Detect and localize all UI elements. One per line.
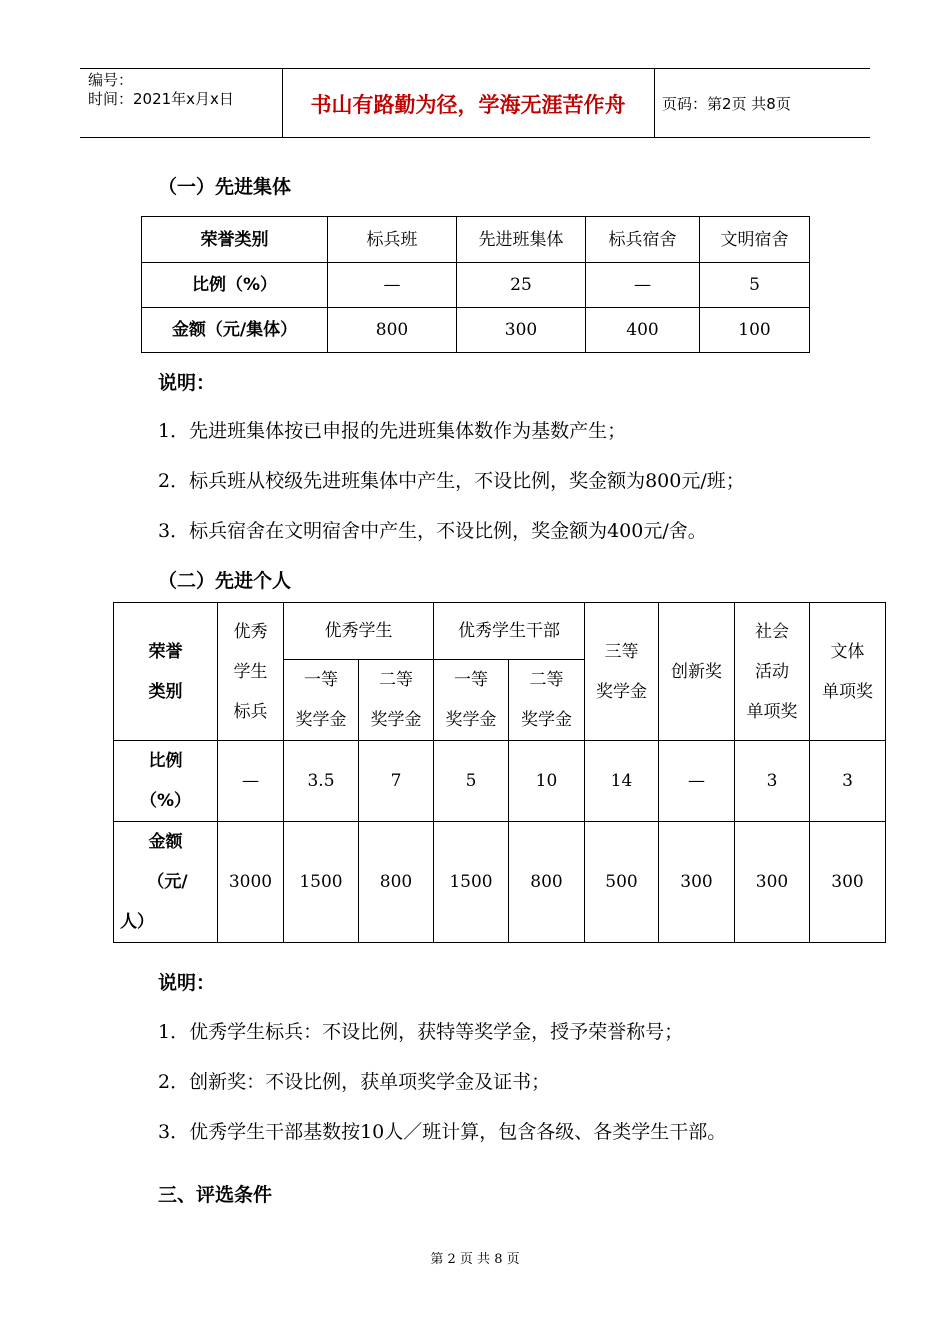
table-header-cell [735, 603, 810, 741]
table-header-group: 优秀学生干部 [434, 603, 585, 660]
notes-title: 说明： [158, 372, 216, 394]
label-line: 金额 [148, 832, 183, 852]
header-line: 三等 [604, 641, 639, 662]
header-line: 优秀 [233, 621, 268, 642]
table-cell: 7 [359, 741, 434, 822]
table-header-cell [810, 603, 886, 741]
note-line: 3．优秀学生干部基数按10人／班计算，包含各级、各类学生干部。 [158, 1121, 727, 1143]
label-line: 人） [120, 912, 154, 932]
table-cell: — [586, 263, 700, 308]
header-motto: 书山有路勤为径，学海无涯苦作舟 [310, 92, 626, 117]
table-cell: 10 [509, 741, 585, 822]
table-cell: 800 [509, 822, 585, 943]
table-header-cell: 先进班集体 [457, 217, 586, 263]
table-cell: — [659, 741, 735, 822]
label-line: （元/ [147, 872, 188, 892]
table-cell: 3000 [218, 822, 284, 943]
header-meta [88, 71, 234, 109]
table-row [142, 308, 810, 353]
header-line: 单项奖 [746, 701, 798, 722]
table-header-group: 优秀学生 [284, 603, 434, 660]
table-cell: 800 [359, 822, 434, 943]
table-cell: 3.5 [284, 741, 359, 822]
table-cell: 25 [457, 263, 586, 308]
label-line: 比例 [148, 751, 183, 771]
header-line: 标兵 [233, 701, 268, 722]
table-header-cell: 荣誉类别 [142, 217, 328, 263]
table-row [114, 822, 886, 943]
row-label: 比例（%） [142, 263, 328, 308]
table-cell: 1500 [434, 822, 509, 943]
header-line: 奖学金 [370, 710, 422, 730]
header-line: 荣誉 [148, 641, 183, 662]
table-cell: 14 [585, 741, 659, 822]
table-header-cell: 文明宿舍 [700, 217, 810, 263]
table-cell: 300 [735, 822, 810, 943]
table-cell: 500 [585, 822, 659, 943]
table-header-cell: 创新奖 [659, 603, 735, 741]
table-subheader-cell [434, 660, 509, 741]
table-row [142, 263, 810, 308]
header-number: 编号： [88, 71, 134, 89]
table-cell: 300 [457, 308, 586, 353]
table-cell: 3 [810, 741, 886, 822]
table-cell: 1500 [284, 822, 359, 943]
header-line: 奖学金 [596, 681, 647, 702]
label-line: （%） [139, 791, 192, 811]
table-row [114, 603, 886, 660]
header-line: 社会 [755, 621, 789, 642]
note-line: 2．标兵班从校级先进班集体中产生，不设比例，奖金额为800元/班； [158, 470, 745, 492]
table-subheader-cell [359, 660, 434, 741]
note-line: 1．先进班集体按已申报的先进班集体数作为基数产生； [158, 420, 627, 442]
table-cell: 5 [434, 741, 509, 822]
row-label [114, 741, 218, 822]
header-line: 二等 [379, 670, 413, 690]
page-footer: 第 2 页 共 8 页 [430, 1252, 520, 1267]
table-cell: — [328, 263, 457, 308]
table-header-cell [218, 603, 284, 741]
table-header-cell [114, 603, 218, 741]
table-cell: 800 [328, 308, 457, 353]
row-label: 金额（元/集体） [142, 308, 328, 353]
table-cell: 100 [700, 308, 810, 353]
header-time: 时间：2021年x月x日 [88, 90, 234, 108]
table-cell: 300 [659, 822, 735, 943]
table-subheader-cell [284, 660, 359, 741]
table-header-cell: 标兵班 [328, 217, 457, 263]
header-line: 一等 [304, 670, 338, 690]
header-line: 文体 [830, 641, 865, 662]
header-line: 单项奖 [822, 681, 873, 702]
note-line: 1．优秀学生标兵：不设比例，获特等奖学金，授予荣誉称号； [158, 1021, 684, 1043]
page-header [80, 68, 870, 138]
table-cell: 400 [586, 308, 700, 353]
note-line: 3．标兵宿舍在文明宿舍中产生，不设比例，奖金额为400元/舍。 [158, 520, 707, 542]
table-cell: — [218, 741, 284, 822]
row-label [114, 822, 218, 943]
header-line: 一等 [454, 670, 488, 690]
table-cell: 300 [810, 822, 886, 943]
header-line: 奖学金 [521, 710, 572, 730]
table-header-cell: 标兵宿舍 [586, 217, 700, 263]
table-cell: 3 [735, 741, 810, 822]
header-line: 奖学金 [445, 710, 497, 730]
section-heading-individual: （二）先进个人 [158, 570, 292, 592]
header-line: 学生 [233, 661, 268, 682]
header-page-info: 页码：第2页 共8页 [662, 95, 791, 113]
collective-table [141, 216, 810, 353]
header-line: 奖学金 [295, 710, 347, 730]
table-row [142, 217, 810, 263]
individual-table [113, 602, 886, 943]
header-line: 活动 [755, 661, 789, 682]
section-heading-collective: （一）先进集体 [158, 176, 292, 198]
table-subheader-cell [509, 660, 585, 741]
notes-title: 说明： [158, 972, 216, 994]
header-line: 类别 [148, 681, 183, 702]
table-cell: 5 [700, 263, 810, 308]
note-line: 2．创新奖：不设比例，获单项奖学金及证书； [158, 1071, 551, 1093]
table-row [114, 741, 886, 822]
header-line: 二等 [529, 670, 564, 690]
header-divider [654, 69, 655, 137]
section-heading-criteria: 三、评选条件 [158, 1184, 273, 1206]
table-header-cell [585, 603, 659, 741]
